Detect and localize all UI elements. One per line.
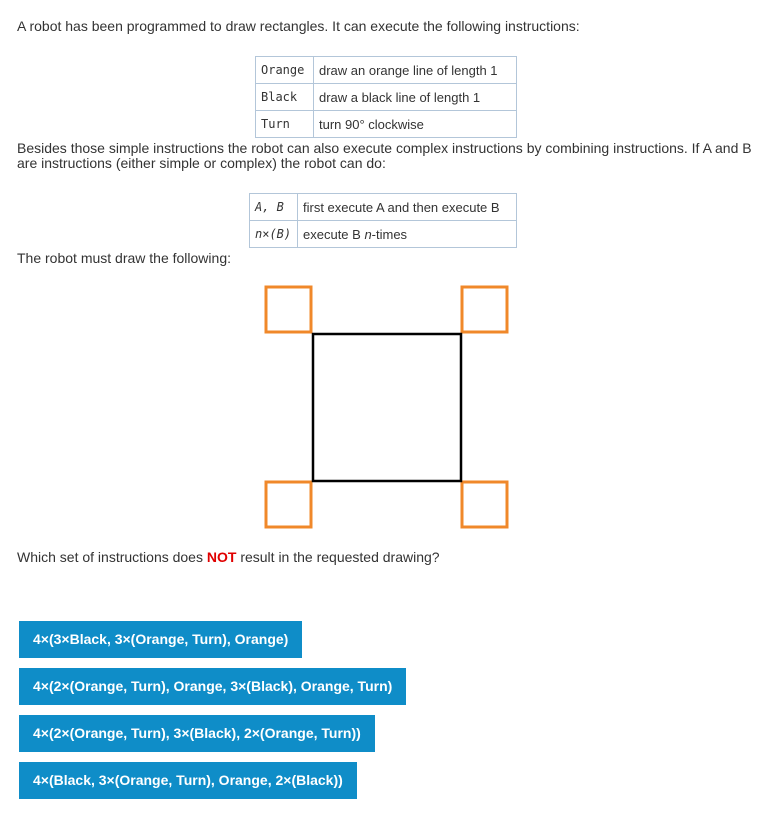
- table-row: [256, 57, 517, 84]
- description-text: execute B: [303, 226, 365, 242]
- answer-option-1[interactable]: 4×(3×Black, 3×(Orange, Turn), Orange): [19, 621, 302, 658]
- orange-square-bottom-right: [462, 482, 507, 527]
- description-text: first execute A and then execute B: [303, 199, 500, 215]
- orange-square-bottom-left: [266, 482, 311, 527]
- instruction-code: A, B: [250, 194, 298, 221]
- answer-option-3[interactable]: 4×(2×(Orange, Turn), 3×(Black), 2×(Orange, Turn)): [19, 715, 375, 752]
- answer-option-4[interactable]: 4×(Black, 3×(Orange, Turn), Orange, 2×(Black)): [19, 762, 357, 799]
- table-row: [250, 221, 517, 248]
- complex-instructions-table: [249, 193, 517, 248]
- orange-square-top-left: [266, 287, 311, 332]
- orange-square-top-right: [462, 287, 507, 332]
- instruction-code: Turn: [256, 111, 314, 138]
- instruction-description: draw a black line of length 1: [314, 84, 517, 111]
- instruction-code: Black: [256, 84, 314, 111]
- simple-instructions-table: [255, 56, 517, 138]
- black-square-center: [313, 334, 461, 481]
- question-emphasis: NOT: [206, 549, 237, 565]
- drawing-caption: The robot must draw the following:: [17, 250, 231, 266]
- table-row: [256, 111, 517, 138]
- table-row: [250, 194, 517, 221]
- instruction-code: Orange: [256, 57, 314, 84]
- question-text: [17, 550, 440, 565]
- description-text: -times: [371, 226, 408, 242]
- description-variable: n: [364, 226, 372, 242]
- answer-option-2[interactable]: 4×(2×(Orange, Turn), Orange, 3×(Black), Orange, Turn): [19, 668, 406, 705]
- complex-instructions-intro: Besides those simple instructions the robot can also execute complex instructions by combining instructions. If A and B are instructions (either simple or complex) the robot can do:: [17, 140, 752, 171]
- instruction-description: draw an orange line of length 1: [314, 57, 517, 84]
- question-post: result in the requested drawing?: [236, 549, 440, 565]
- question-pre: Which set of instructions does: [17, 549, 207, 565]
- instruction-code: n×(B): [250, 221, 298, 248]
- target-drawing: [260, 282, 512, 534]
- table-row: [256, 84, 517, 111]
- instruction-description: turn 90° clockwise: [314, 111, 517, 138]
- intro-text: A robot has been programmed to draw rectangles. It can execute the following instructions:: [17, 18, 580, 34]
- instruction-description: [298, 194, 517, 221]
- instruction-description: [298, 221, 517, 248]
